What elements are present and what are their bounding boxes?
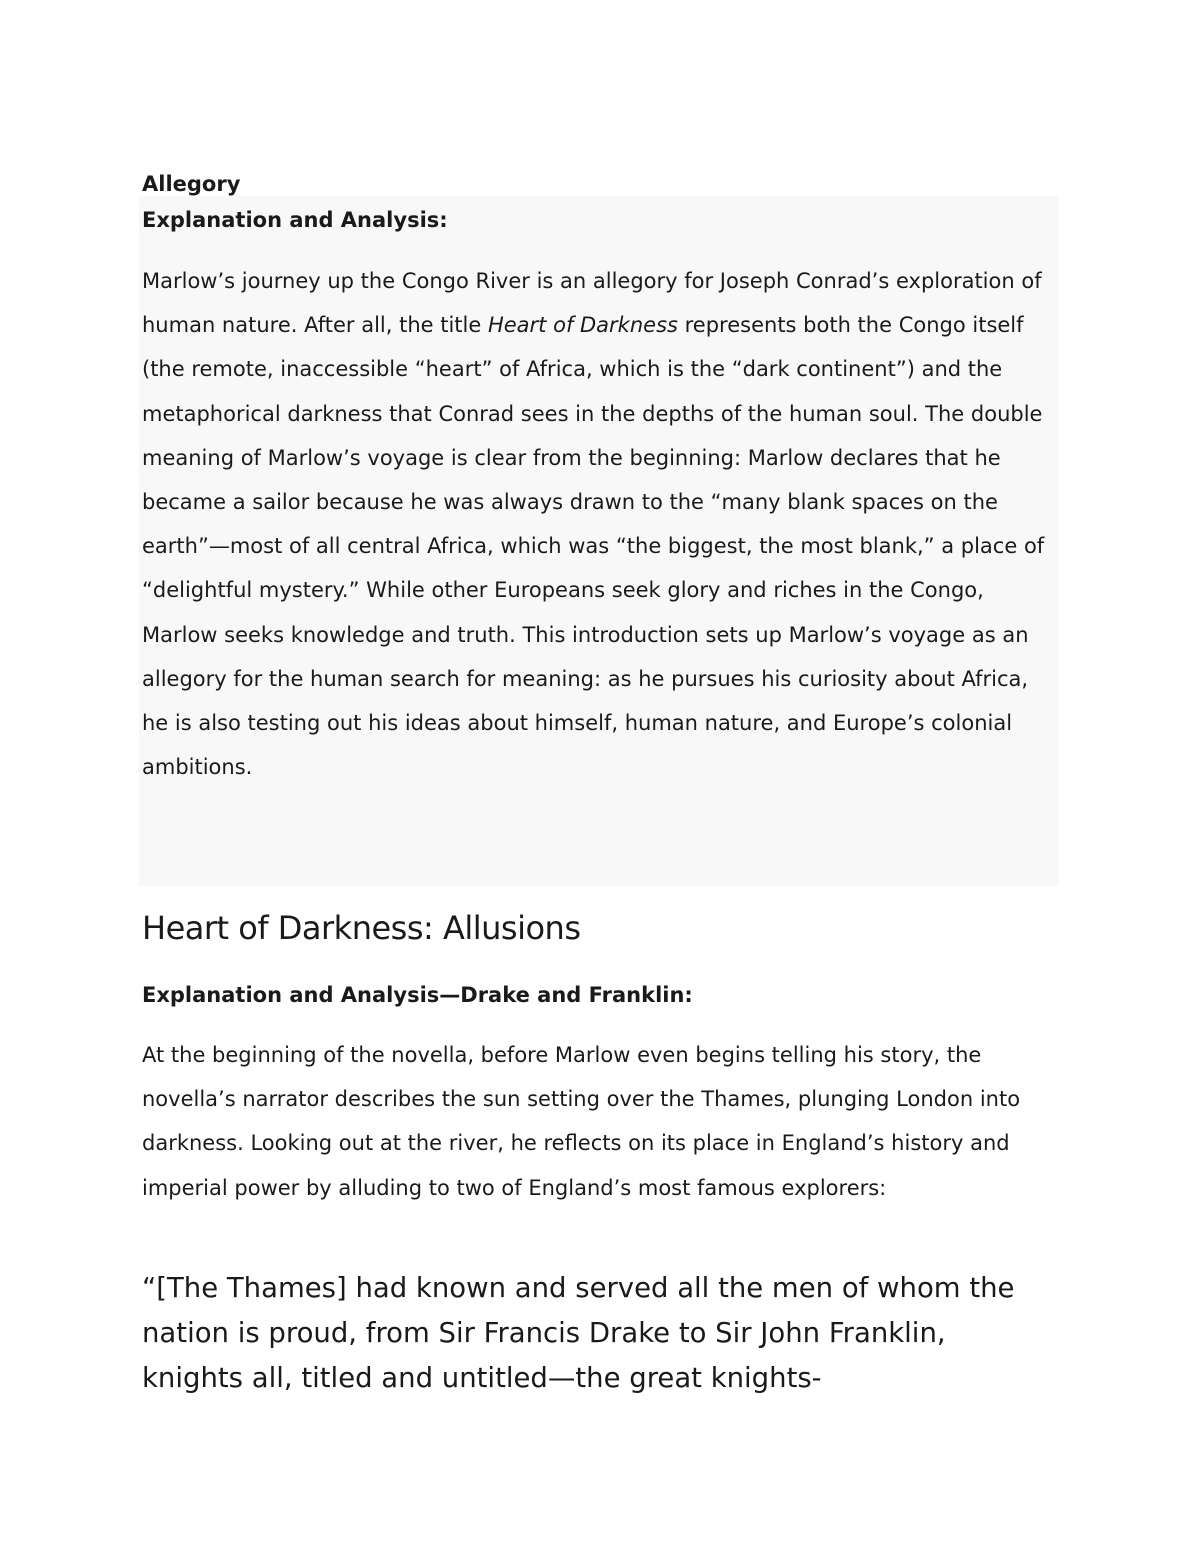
allegory-para-part1: Marlow’s journey up the Congo River is an allegory for Joseph Conrad’s exploration of human nature. After all, the title [142, 269, 1042, 338]
allusions-analysis-heading: Explanation and Analysis—Drake and Franklin: [142, 983, 693, 1007]
allegory-para-italic-title: Heart of Darkness [487, 313, 678, 338]
allegory-para-part2: represents both the Congo itself (the remote, inaccessible “heart” of Africa, which is the “dark continent”) and the metaphorical darkness that Conrad sees in the depths of the human soul. The double meaning of Marlow’s voyage is clear from the beginning: Marlow declares that he became a sailor because he was always drawn to the “many blank spaces on the earth”—most of all central Africa, which was “the biggest, the most blank,” a place of “delightful mystery.” While other Europeans seek glory and riches in the Congo, Marlow seeks knowledge and truth. This introduction sets up Marlow’s voyage as an allegory for the human search for meaning: as he pursues his curiosity about Africa, he is also testing out his ideas about himself, human nature, and Europe’s colonial ambitions. [142, 313, 1045, 780]
section-label-allegory: Allegory [142, 172, 241, 196]
allegory-analysis-heading: Explanation and Analysis: [142, 208, 448, 232]
allusions-quote: “[The Thames] had known and served all the men of whom the nation is proud, from Sir Francis Drake to Sir John Franklin, knights all, titled and untitled—the great knights- [142, 1272, 1015, 1394]
allegory-analysis-paragraph [142, 259, 1060, 789]
allegory-analysis-box [139, 196, 1059, 886]
allusions-analysis-paragraph: At the beginning of the novella, before Marlow even begins telling his story, the novella’s narrator describes the sun setting over the Thames, plunging London into darkness. Looking out at the river, he reflects on its place in England’s history and imperial power by alluding to two of England’s most famous explorers: [142, 1043, 1021, 1200]
allusions-section-title: Heart of Darkness: Allusions [142, 909, 581, 947]
